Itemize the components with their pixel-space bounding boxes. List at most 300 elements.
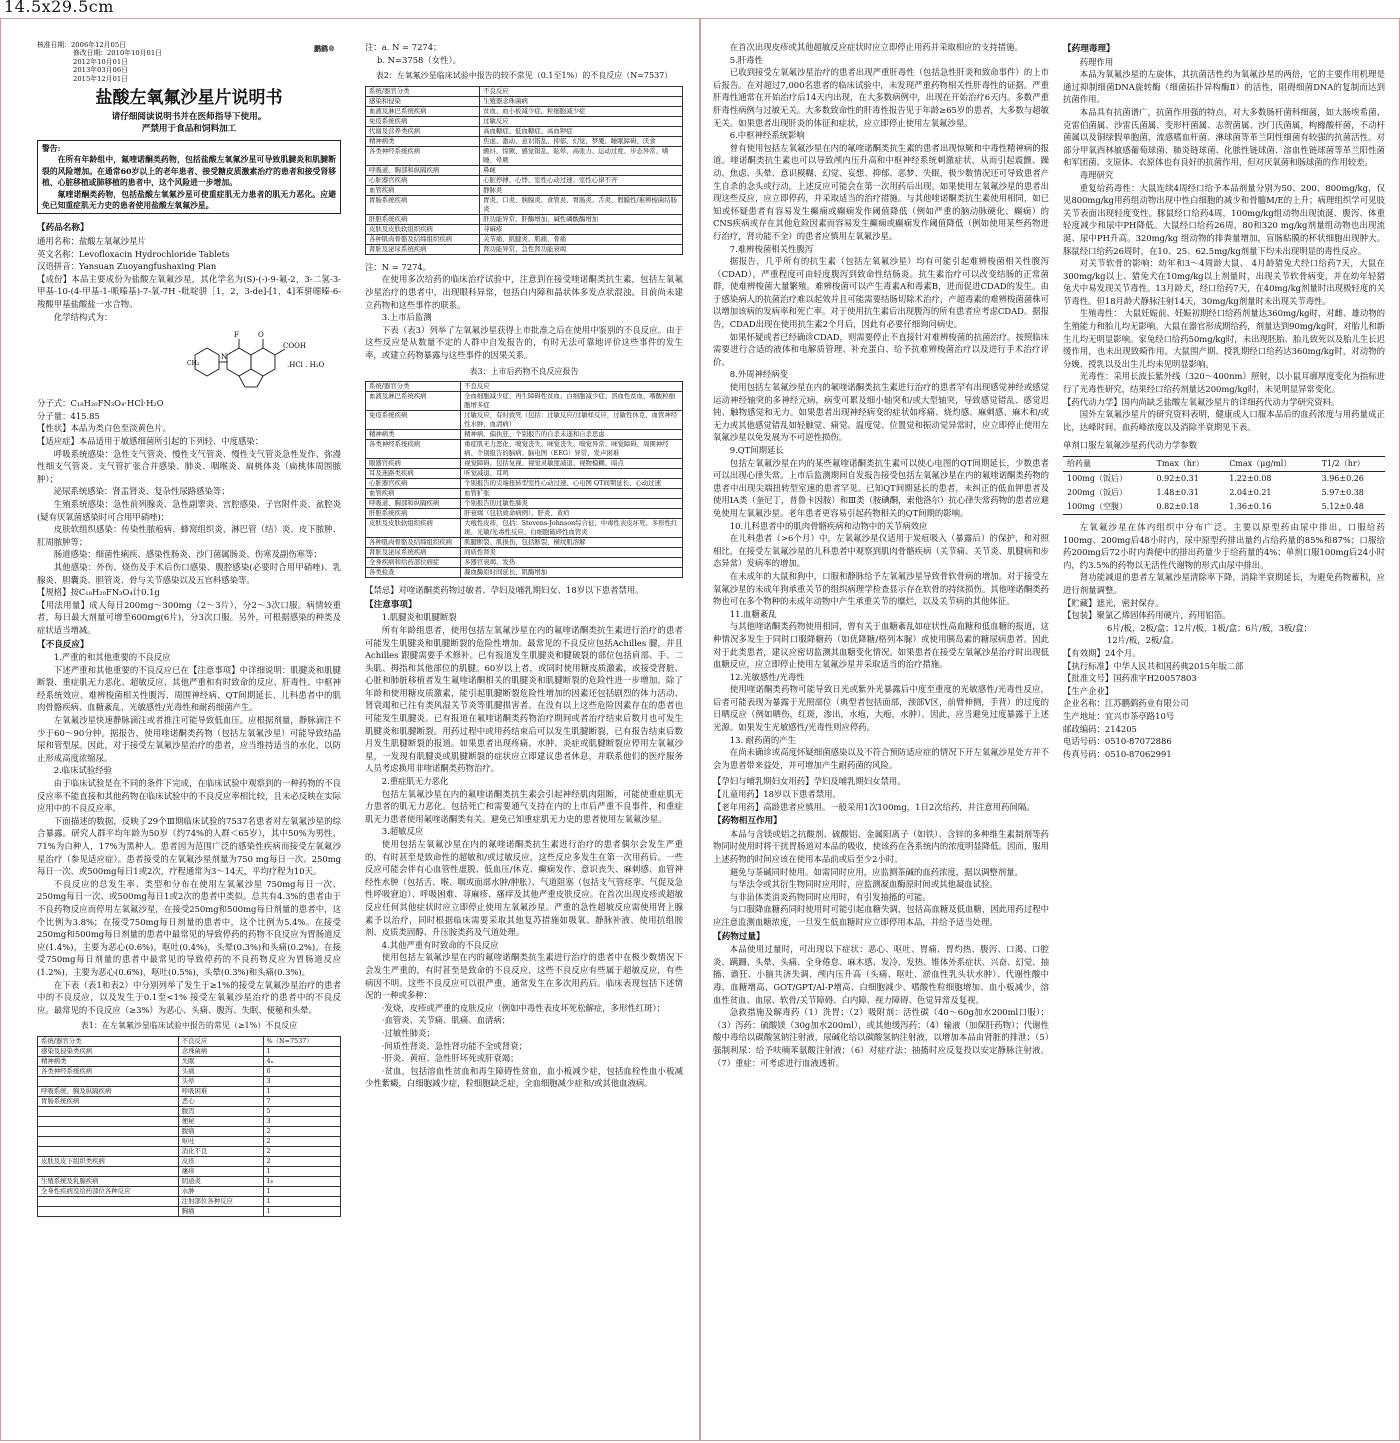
table-cell: 血管扩张 <box>461 489 683 499</box>
table-cell: 免疫系统疾病 <box>366 411 461 430</box>
table-cell: 便秘 <box>178 1116 263 1126</box>
table-cell: 血管疾病 <box>366 489 461 499</box>
table-cell: 2.04±0.21 <box>1229 488 1272 497</box>
indication-item: 呼吸系统感染：急性支气管炎、慢性支气管炎、慢性支气管炎急性发作、弥漫性细支气管炎、支气管扩张合并感染、肺炎、咽喉炎、扁桃体炎（扁桃体周围脓肿）； <box>37 448 341 484</box>
body-paragraph: 如果怀疑或者已经确诊CDAD，则需要停止不直接针对难辨梭菌的抗菌治疗。按照临床需要进行合适的液体和电解质管理、补充蛋白、给予抗难辨梭菌治疗以及进行手术治疗评价。 <box>713 331 1049 367</box>
subsection-title: 药理作用 <box>1079 56 1114 67</box>
table-cell: 大疱性皮疹，包括：Stevens-Johnson综合征、中毒性表皮坏死、多形性红斑、光敏/光毒性反应、白细胞破碎性血管炎 <box>461 519 683 538</box>
phone: 电话号码：0510-87072886 <box>1063 736 1172 747</box>
company-name: 企业名称：江苏鹏鹞药业有限公司 <box>1063 698 1189 709</box>
revision-date: 2015年12月01日 <box>73 74 128 83</box>
subsection-title: 11.血糖紊乱 <box>729 608 777 619</box>
subsection-title: 2.重症肌无力恶化 <box>381 776 449 787</box>
body-paragraph: 据报告，几乎所有的抗生素（包括左氧氟沙星）均有可能引起难辨梭菌相关性腹泻（CDAD），严重程度可由轻度腹泻到致命性结肠炎。抗生素治疗可以改变结肠的正常菌群，使难辨梭菌大量繁殖。难辨梭菌可以产生毒素A和毒素B，进而促进CDAD的发生。由于感染病人的抗菌治疗难以起效并且可能需要结肠切除术治疗，产超毒素的难辨梭菌菌株可以增加该病的发病率和死亡率。对于使用抗生素后出现腹泻的所有患者应考虑CDAD。据报告，CDAD出现在使用抗生素2个月后，因此有必要仔细询问病史。 <box>713 256 1049 330</box>
table-row <box>38 1156 341 1166</box>
indication-item: 肠道感染：细菌性痢疾、感染性肠炎、沙门菌属肠炎、伤寒及副伤寒等； <box>53 549 322 560</box>
table-row <box>1063 472 1385 487</box>
table-cell: 血管疾病 <box>366 185 480 195</box>
table-cell: 血液及淋巴系统疾病 <box>366 106 480 116</box>
table-row <box>366 479 683 489</box>
table-cell: 肾脏及泌尿系统疾病 <box>366 244 480 254</box>
subtitle-instruction: 请仔细阅读说明书并在医师指导下使用。 <box>111 112 267 123</box>
body-paragraph: 国外左氧氟沙星片的研究资料表明，健康成人口服本品后的血药浓度与用药量成正比，达峰时间、血药峰浓度以及消除半衰期见下表。 <box>1063 409 1385 432</box>
table-cell: 血液及淋巴系统疾病 <box>366 392 461 411</box>
table-cell <box>38 1106 179 1116</box>
table-cell: 生殖器念珠菌病 <box>480 96 683 106</box>
table-cell <box>38 1146 179 1156</box>
table-cell: 精神病类 <box>366 136 480 146</box>
body-paragraph: 曾有使用包括左氧氟沙星在内的氟喹诺酮类抗生素的患者出现惊厥和中毒性精神病的报道。喹诺酮类抗生素也可以导致颅内压升高和中枢神经系统刺激症状，从而引起震颤、躁动、焦虑、头晕、意识模糊、幻觉、妄想、抑郁、恶梦、失眠，极少数情况还可导致患者产生自杀的念头或行动。上述反应可能会在第一次用药后出现。如果使用左氧氟沙星的患者出现这些反应，应立即停药，并采取适当的治疗措施。与其他喹诺酮类抗生素使用相同，如已知或怀疑患者有容易发生癫痫或癫痫发作阈值降低（例如严重的脑动脉硬化、癫痫）的CNS疾病或存在其他危险因素而容易发生癫痫或癫痫发作阈值降低（例如使用某些药物进行治疗，肾功能不全）的患者应慎用左氧氟沙星。 <box>713 142 1049 241</box>
table-cell: 失眠 <box>178 1056 263 1066</box>
table-cell: 精神病类 <box>38 1056 179 1066</box>
table-header: 系统/器官分类 <box>366 382 461 392</box>
table-cell: 5 <box>263 1106 340 1116</box>
revision-date: 2013年03月06日 <box>73 66 128 75</box>
table-cell: 头痛 <box>178 1066 263 1076</box>
approval-number: 【批准文号】国药准字H20057803 <box>1063 673 1197 684</box>
table-cell: 各种肌肉骨骼及结缔组织疾病 <box>366 234 480 244</box>
table-row <box>366 392 683 411</box>
table-cell: 个别报告的尖端扭转型室性心动过速、心电图 QT间期延长、心动过速 <box>461 479 683 489</box>
subsection-title: 8.外周神经病变 <box>729 369 789 380</box>
manufacturer-heading: 【生产企业】 <box>1063 685 1114 696</box>
table-cell: 各类神经系统疾病 <box>366 440 461 459</box>
table-header: T1/2（hr） <box>1321 459 1365 468</box>
table-row <box>366 106 683 116</box>
body-paragraph: 在儿科患者（>6个月）中，左氧氟沙星仅适用于炭疽吸入（暴露后）的保护，和对照相比，在接受左氧氟沙星的儿科患者中观察到肌肉骨骼疾病（关节痛、关节炎、肌腱病和步态异常）发病率的增加。 <box>713 533 1049 569</box>
table-row <box>38 1056 341 1066</box>
body-paragraph: 已收到接受左氧氟沙星治疗的患者出现严重肝毒性（包括急性肝炎和致命事件）的上市后报告。在对超过7,000名患者的临床试验中，未发现严重药物相关性肝毒性的证据。严重肝毒性通常在开始治疗后14天内出现，在大多数病例中，出现在开始治疗6天内。多数严重肝毒性病例与过敏无关。大多数致命性的肝毒性报告见于年龄≥65岁的患者，大多数与超敏无关。如果患者出现肝炎的体征和症状，应立即停止使用左氧氟沙星。 <box>713 67 1049 128</box>
pharmacokinetics-heading: 【药代动力学】国内尚缺乏盐酸左氧氟沙星片的详细药代动力学研究资料。 <box>1063 396 1340 407</box>
body-paragraph: 本品具有抗菌谱广，抗菌作用强的特点，对大多数肠杆菌科细菌，如大肠埃希菌、克雷伯菌属、沙雷氏菌属、变形杆菌属、志贺菌属、沙门氏菌属，枸橼酸杆菌，不动杆菌属以及铜绿假单胞菌，流感嗜血杆菌、淋球菌等革兰阴性细菌有较强的抗菌活性。对部分甲氧西林敏感葡萄球菌、肺炎链球菌、化脓性链球菌、溶血性链球菌等革兰阳性菌和军团菌、支原体、衣原体也有良好的抗菌作用，但对厌氧菌和肠球菌的作用较差。 <box>1063 106 1385 168</box>
table-cell <box>38 1076 179 1086</box>
table-cell: 4ₐ <box>263 1056 340 1066</box>
adverse-paragraph: 下面描述的数据，反映了29个Ⅲ期临床试验的7537名患者对左氧氟沙星的综合暴露。研究人群平均年龄为50岁（约74%的人群＜65岁），其中50%为男性，71%为白种人，17%为黑种人。患者因为范围广泛的感染性疾病而接受左氧氟沙星治疗（参见适应症）。患者接受的左氧氟沙星剂量为750 mg每日一次、250mg每日一次、或500mg每日1或2次，疗程通常为3～14天，平均疗程为10天。 <box>37 815 341 877</box>
postal-code: 邮政编码：214205 <box>1063 723 1137 734</box>
table-cell: 瘙痒 <box>178 1166 263 1176</box>
section-heading: 【不良反应】 <box>37 639 89 650</box>
subsection-title: 13. 耐药菌的产生 <box>729 734 797 745</box>
table-cell: 间质性肾炎 <box>461 548 683 558</box>
table-cell: 各类神经系统疾病 <box>38 1066 179 1076</box>
body-paragraph: 对关节软骨的影响：幼年和3～4周龄大鼠、 4月龄猎兔犬经口给药7天，大鼠在300mg/kg以上、猎兔犬在10mg/kg以上剂量时，出现关节软骨病变，并在幼年轻猎兔犬中易发现关节毒性。13月龄犬，经口给药7天，在40mg/kg剂量时出现极轻度的关节毒性。但18月龄犬静脉注射14天，30mg/kg剂量时未出现关节毒性。 <box>1063 258 1385 306</box>
table-cell: 肝衰竭（包括致命病例）、肝炎、黄疸 <box>461 509 683 519</box>
section-heading: 【药物相互作用】 <box>713 816 782 827</box>
table-cell: 鼻衄 <box>480 165 683 175</box>
table-cell: 1 <box>263 1046 340 1056</box>
table2-caption: 表2：左氧氟沙星临床试验中报告的较不常见（0.1至1%）的不良反应（N=7537） <box>375 71 673 81</box>
table-cell: 凝血酶原时间延长、肌酶增加 <box>461 568 683 578</box>
table-header: 不良反应 <box>480 86 683 96</box>
table-cell: 0.92±0.31 <box>1156 474 1199 483</box>
subsection-title: 7.难辨梭菌相关性腹泻 <box>729 243 814 254</box>
leaflet-left-panel <box>0 18 700 1441</box>
table-cell: 皮肤及皮下组织类疾病 <box>38 1156 179 1166</box>
contraindications: 【禁忌】对喹诺酮类药物过敏者、孕妇及哺乳期妇女、18岁以下患者禁用。 <box>365 585 644 596</box>
body-paragraph: 重复给药毒性：大鼠连续4周经口给予本品剂量分别为50、200、800mg/kg，仅见800mg/kg用药组动物出现中性白细胞的减少和骨髓M/E的上升；病理组织学可见肢关节表面出现轻度变性。豚鼠经口给药4周，100mg/kg组动物出现流涎、腹泻、体重轻度减少和尿中PH降低。大鼠经口给药26周，80和320 mg/kg剂量组动物也出现流涎、尿中PH升高。320mg/kg 组动物的排粪量增加，盲肠粘膜的杯状细胞出现肿大。豚鼠经口给药26周时，在10、25、62.5mg/kg剂量下均未出现明显的毒性反应。 <box>1063 182 1385 256</box>
table-cell <box>38 1206 179 1216</box>
table-note: 注：a. N = 7274； <box>365 42 442 52</box>
table-row <box>38 1146 341 1156</box>
table-cell: 胃炎、口炎、胰腺炎、食管炎、胃肠炎、舌炎、假膜性/难辨梭菌结肠炎 <box>480 195 683 214</box>
table-cell: 腹痛 <box>178 1126 263 1136</box>
table-row <box>366 568 683 578</box>
body-paragraph: 所有年龄组患者，使用包括左氧氟沙星在内的氟喹诺酮类抗生素进行治疗的患者可能发生肌腱炎和肌腱断裂的危险性增加。最常见的不良反应包括Achilles 腱，并且Achilles 跟腱需要手术修补。已有报道发生肌腱炎和腱破裂的部位包括肩部、手、二头肌、拇指和其他部位的肌腱。60岁以上者，或同时使用糖皮质激素，或接受肾脏、心脏和肺脏移植者发生氟喹诺酮相关的肌腱炎和肌腱断裂的危险性进一步增加。除了年龄和使用糖皮质激素，能引起肌腱断裂危险性增加的因素还包括剧烈的体力活动、肾衰竭和已往有类风湿关节炎等肌腱损害者。在没有以上这些危险因素存在的患者也可能发生肌腱炎。已有报道在氟喹诺酮类药物治疗期间或者治疗结束后数月也可发生肌腱炎和肌腱断裂。用药过程中或用药结束后可以发生肌腱断裂，已有报告结束后数月发生肌腱断裂的报道。如果患者出现疼痛、水肿、炎症或肌腱断裂应停用左氧氟沙星，一发现有肌腱炎或肌腱断裂的症状应立即建议患者休息，并联系他们的医疗服务人员考虑换用非喹诺酮类药物治疗。 <box>365 624 683 774</box>
adverse-paragraph: 在下表（表1和表2）中分别列举了发生于≥1%的接受左氧氟沙星治疗的患者中的不良反应，以及发生于0.1至<1% 接受左氧氟沙星治疗的患者中的不良反应。最常见的不良反应（≥3%）为恶心、头痛、腹泻、失眠、便秘和头晕。 <box>37 979 341 1015</box>
table-row <box>366 195 683 214</box>
composition: 【成份】本品主要成份为盐酸左氧氟沙星，其化学名为(S)-(-)-9-氟-2，3-二氢-3-甲基-10-(4-甲基-1-哌嗪基)-7-氧-7H -吡啶骈［1，2，3-de]-[1，4]苯骈噁嗪-6-羧酸甲基盐酸盐一水合物。 <box>37 273 341 310</box>
body-paragraph: 包括左氧氟沙星在内的某些氟喹诺酮类抗生素可以使心电图的QT间期延长，少数患者可以出现心律失常。上市后监测期间自发报告接受包括左氧氟沙星在内的氟喹诺酮类药物的患者中出现尖端扭转型室速的患者罕见。已知QT间期延长的患者，未纠正的低血钾患者及使用IA类（奎尼丁，普鲁卡因胺）和Ⅲ类（胺碘酮，索他洛尔）抗心律失常药物的患者应避免使用左氧氟沙星。老年患者更容易引起药物相关的QT间期的影响。 <box>713 457 1049 518</box>
table-cell: 消化不良 <box>178 1146 263 1156</box>
table-row <box>366 548 683 558</box>
table-row <box>366 519 683 538</box>
table-cell: 头晕 <box>178 1076 263 1086</box>
pk-table-caption: 单剂口服左氧氟沙星药代动力学参数 <box>1063 440 1197 451</box>
table-cell: 2 <box>263 1156 340 1166</box>
body-paragraph: 在尚未确诊或高度怀疑细菌感染以及不符合预防适应症的情况下开左氧氟沙星处方并不会为患者带来益处，并可增加产生耐药菌的风险。 <box>713 747 1049 770</box>
list-item: ·发烧，皮疹或严重的皮肤反应（例如中毒性表皮坏死松解症，多形性红斑）； <box>381 1002 666 1013</box>
column-4 <box>1063 41 1385 1436</box>
table-header: Cmax（μg/ml） <box>1229 459 1292 468</box>
table-cell: 2 <box>263 1136 340 1146</box>
indications-heading: 【适应症】本品适用于敏感细菌所引起的下列轻、中度感染： <box>37 436 264 446</box>
table-cell: 过敏反应，有时致死（包括：过敏反应/过敏样反应，过敏性休克、血管神经性水肿、血清病） <box>461 411 683 430</box>
body-paragraph: 本品使用过量时，可出现以下症状：恶心、呕吐、胃痛、胃灼热、腹泻、口渴、口腔炎、蹒跚、头晕、头痛、全身倦怠、麻木感、发冷、发热、锥体外系症状、兴奋、幻觉、抽搐、谵狂、小脑共济失调、颅内压升高（头痛、呕吐、淤血性乳头状水肿）、代谢性酸中毒、血糖增高、GOT/GPT/Al-P增高、白细胞减少、嗜酸性粒细胞增加、血小板减少，溶血性贫血、血尿、软骨/关节障碍、白内障、视力障碍、色觉异常及复视。 <box>713 944 1049 1005</box>
subsection-title: 4.其他严重有时致命的不良反应 <box>381 939 499 950</box>
molecular-weight: 分子量：415.85 <box>37 410 100 421</box>
table-cell: 精神病、偏执狂、个别报告的自杀未遂和自杀思虑 <box>461 430 683 440</box>
character: 【性状】本品为类白色至淡黄色片。 <box>37 423 171 434</box>
table-row <box>38 1136 341 1146</box>
section-heading: 【药理毒理】 <box>1063 44 1115 54</box>
table-row <box>366 234 683 244</box>
usage-dosage: 【用法用量】成人每日200mg～300mg（2～3片），分2～3次口服。病情较重者，每日最大剂量可增至600mg(6片)，分3次口服。另外，可根据感染的种类及症状适当增减。 <box>37 599 341 635</box>
table-row <box>366 558 683 568</box>
document-title: 盐酸左氧氟沙星片说明书 <box>95 88 283 109</box>
table-row <box>366 116 683 126</box>
body-paragraph: 避免与茶碱同时使用。如需同时应用，应监测茶碱的血药浓度，据以调整剂量。 <box>729 866 1023 877</box>
table-cell: 眼器官疾病 <box>366 459 461 469</box>
table-row <box>38 1086 341 1096</box>
table-cell: 颤抖、惊厥、感觉错乱、眩晕、高张力、运动过度、步态异常、嗜睡、晕厥 <box>480 146 683 165</box>
adverse-paragraph: 不良反应的总发生率、类型和分布在使用左氧氟沙星 750mg每日一次、250mg每日一次、或500mg每日1或2次的患者中类似。总共有4.3%的患者由于不良药物反应而停用左氧氟沙星，在接受250mg和500mg每日剂量的患者中，这个比例为3.8%；在接受750mg每日剂量的患者中，这个比例为5.4%。在接受250mg和500mg每日剂量的患者中最常见的导致停药的药物不良反应为胃肠道反应(1.4%)，主要为恶心(0.6%)，呕吐(0.4%)，头晕(0.3%)和头痛(0.2%)。在接受750mg每日剂量的患者中最常见的导致停药的不良药物反应为胃肠道反应(1.2%)，主要为恶心(0.6%)，呕吐(0.5%)，头晕(0.3%)和头痛(0.3%)。 <box>37 878 341 977</box>
table-cell: 注射部位各种反应 <box>178 1196 263 1206</box>
storage: 【贮藏】遮光，密封保存。 <box>1063 597 1164 608</box>
warning-box <box>37 140 341 214</box>
print-size-label: 14.5x29.5cm <box>4 0 114 16</box>
table-cell: 胃肠系统疾病 <box>366 195 480 214</box>
table-header: 系统/器官分类 <box>366 86 480 96</box>
table-cell: 2 <box>263 1126 340 1136</box>
table-cell: 1.22±0.08 <box>1229 474 1272 483</box>
table-cell: 全身疾病和给药部位病症 <box>366 558 461 568</box>
adverse-paragraph: 左氧氟沙星快速静脉滴注或者推注可能导致低血压。应根据剂量，静脉滴注不少于60～90分钟。据报告，使用喹诺酮类药物（包括左氧氟沙星）可能导致结晶尿和管型尿。因此，对于接受左氧氟沙星治疗的患者，应当维持适当的水化，以防止形成高度浓缩尿。 <box>37 715 341 763</box>
revision-dates <box>37 41 341 83</box>
table-cell: 3 <box>263 1116 340 1126</box>
table-header: 不良反应 <box>461 382 683 392</box>
body-paragraph: 使用包括左氧氟沙星在内的氟喹诺酮类抗生素进行治疗的患者中在极少数情况下会发生严重的，有时甚至是致命的不良反应，这些不良反应有些属于超敏反应，有些病因不明。这些不良反应可以很严重，通常发生在多次用药后。临床表现包括下述情况的一种或多种： <box>365 952 683 1001</box>
table-row <box>1063 500 1385 515</box>
table-cell: 1 <box>263 1206 340 1216</box>
section-heading: 【药物过量】 <box>713 931 765 942</box>
chemical-structure <box>187 325 337 395</box>
subsection-title: 3.上市后监测 <box>381 312 432 323</box>
table-row <box>38 1096 341 1106</box>
salt-suffix: .HCl . H₂O <box>287 361 325 370</box>
table-row <box>38 1106 341 1116</box>
table2-body <box>366 96 683 254</box>
table-row <box>366 469 683 479</box>
table-note: 注：N = 7274。 <box>365 261 432 272</box>
table-cell: 腹泻 <box>178 1106 263 1116</box>
validity: 【有效期】24个月。 <box>1063 647 1141 658</box>
table1 <box>37 1036 341 1217</box>
table-row <box>366 430 683 440</box>
body-paragraph: 与非甾体类消炎药物同时应用时，有引发抽搐的可能。 <box>729 891 931 902</box>
table-row <box>38 1176 341 1186</box>
table-cell: 荨麻疹 <box>480 224 683 234</box>
table-cell: 肌腱断裂、肌损伤、包括断裂、横纹肌溶解 <box>461 538 683 548</box>
standard: 【执行标准】中华人民共和国药典2015年版二部 <box>1063 660 1244 671</box>
table-cell <box>38 1166 179 1176</box>
table-row <box>38 1196 341 1206</box>
table-row <box>366 96 683 106</box>
table-cell: 6 <box>263 1066 340 1076</box>
table-cell: 7 <box>263 1096 340 1106</box>
methyl-group: CH₃ <box>187 360 200 368</box>
body-paragraph: 在使用多次给药的临床治疗试验中，注意到在接受喹诺酮类抗生素，包括左氧氟沙星治疗的患者中，出现眼科异常，包括白内障和晶状体多发点状混浊。目前尚未建立药物和这些事件的联系。 <box>365 274 683 310</box>
table-cell: 重症肌无力恶化、嗅觉丧失、味觉丧失、嗅觉异常、味觉障碍、周围神经病、个别报告的脑病、脑电图（EEG）异常、发声困难 <box>461 440 683 459</box>
column-3 <box>713 41 1049 1436</box>
revision-date: 2012年10月01日 <box>73 57 128 66</box>
table-cell: 免疫系统疾病 <box>366 116 480 126</box>
table-cell: 肝胆系统疾病 <box>366 214 480 224</box>
english-name: 英文名称：Levofloxacin Hydrochloride Tablets <box>37 248 230 259</box>
table3-body <box>366 392 683 578</box>
table-cell: 呼吸道、胸部和纵隔疾病 <box>366 165 480 175</box>
table1-body <box>38 1046 341 1216</box>
leaflet-right-panel <box>700 18 1400 1441</box>
table-cell: 皮疹 <box>178 1156 263 1166</box>
body-paragraph: 包括左氧氟沙星在内的氟喹诺酮类抗生素会引起神经肌肉阻断，可能使重症肌无力患者的肌无力恶化。包括死亡和需要通气支持在内的上市后严重不良事件，和重症肌无力患者使用氟喹诺酮类有关。避免已知重症肌无力史的患者使用左氧氟沙星。 <box>365 788 683 824</box>
table-cell: 肾功能异常、急性肾功能衰竭 <box>480 244 683 254</box>
body-paragraph: 使用包括左氧氟沙星在内的氟喹诺酮类抗生素进行治疗的患者罕有出现感觉神经或感觉运动神经轴突的多神经元病，病变可累及细小轴突和/或大型轴突，导致感觉错乱、感觉迟钝、触物感觉和无力。如果患者出现神经病变的症状如疼痛、烧灼感、麻刺感、麻木和/或无力或其他感觉错乱如轻触觉、痛觉、温度觉、位置觉和振动觉异常时，应立即停止使用左氧氟沙星以免发展为不可逆性损伤。 <box>713 382 1049 443</box>
table-cell: 1.48±0.31 <box>1156 488 1199 497</box>
brand-logo: 鹏鹞® <box>314 44 335 53</box>
pediatric-use: 【儿童用药】18岁以下患者禁用。 <box>713 789 841 800</box>
subsection-title: 5.肝毒性 <box>729 54 763 65</box>
table-cell: 贫血、血小板减少症、粒细胞减少症 <box>480 106 683 116</box>
table-cell: 各种肌肉骨骼及结缔组织疾病 <box>366 538 461 548</box>
table-cell: 阴道炎 <box>178 1176 263 1186</box>
molecular-formula: 分子式：C₁₈H₂₀FN₃O₄·HCl·H₂O <box>37 398 164 409</box>
revision-date: 核准日期：2006年12月05日 <box>37 41 126 49</box>
table1-caption: 表1：在左氧氟沙星临床试验中报告的常见（≥1%）不良反应 <box>80 1021 298 1031</box>
table-row <box>366 499 683 509</box>
table-row <box>366 459 683 469</box>
table-cell: 皮肤及皮肤软组织疾病 <box>366 224 480 234</box>
table-cell: 1.36±0.16 <box>1229 502 1272 511</box>
indication-item: 泌尿系统感染：肾盂肾炎、复杂性尿路感染等； <box>53 486 230 497</box>
pinyin-name: 汉语拼音：Yansuan Zuoyangfushaxing Pian <box>37 261 217 272</box>
table-row <box>1063 486 1385 500</box>
table-cell: 代谢及营养类疾病 <box>366 126 480 136</box>
indication-item: 生殖系统感染：急性前列腺炎、急性副睾炎、宫腔感染、子宫附件炎、盆腔炎(疑有厌氧菌感染时可合用甲硝唑)； <box>37 498 341 522</box>
address: 生产地址：宜兴市茶亭路10号 <box>1063 710 1175 721</box>
table-cell: 各类检查 <box>366 568 461 578</box>
table-row <box>366 440 683 459</box>
pk-table <box>1063 456 1385 515</box>
atom-o: O <box>258 331 264 340</box>
list-item: ·间质性肾炎、急性肾功能不全或肾衰； <box>381 1040 527 1051</box>
subsection-title: 2.临床试验经验 <box>53 765 113 776</box>
table-cell: 水肿 <box>178 1186 263 1196</box>
section-heading: 【药品名称】 <box>37 223 89 234</box>
table-cell: 静脉炎 <box>480 185 683 195</box>
table-cell: 全身性疾病及给药部位各种反应 <box>38 1186 179 1196</box>
body-paragraph: 左氧氟沙星在体内组织中分布广泛。主要以原型药由尿中排出，口服给药100mg、200mg后48小时内，尿中原型药排出量约占给药量的85%和87%；口服给药200mg后72小时内粪便中的排出药量少于给药量的4%；单剂口服100mg后24小时内，约3.5%的药物以无活性代谢物的形式由尿中排出。 <box>1063 522 1385 570</box>
table-cell: 3.96±0.26 <box>1321 474 1364 483</box>
table3-caption: 表3：上市后药物不良反应报告 <box>469 366 579 376</box>
specification: 【规格】按C₁₈H₂₀FN₃O₄计0.1g <box>37 587 160 598</box>
body-paragraph: 使用包括左氧氟沙星在内的氟喹诺酮类抗生素进行治疗的患者偶尔会发生严重的，有时甚至是致命性的超敏和/或过敏反应，这些反应多发生在第一次用药后。一些反应可能会伴有心血管性虚脱、低血压/休克、癫痫发作、意识丧失、麻刺感、血管神经性水肿（包括舌、喉、咽或面部水肿/肿胀）、气道阻塞（包括支气管痉挛、气促及急性呼吸窘迫）、呼吸困难、荨麻疹、瘙痒及其他严重皮肤反应。在首次出现皮疹或超敏反应任何其他症状时应立即停止使用左氧氟沙星。严重的急性超敏反应需使用肾上腺素予以治疗，同时根据临床需要采取其他复苏措施如吸氧、静脉补液、使用抗组胺剂、皮质类固醇、升压胺类药及气道处理。 <box>365 839 683 938</box>
atom-n: N <box>221 353 228 362</box>
table-cell: 焦虑、激动、意识错乱、抑郁、幻觉、梦魇、睡眠障碍、厌食 <box>480 136 683 146</box>
table-cell: 100mg（空腹） <box>1067 502 1127 511</box>
table-header: 给药量 <box>1067 459 1091 468</box>
body-paragraph: 生殖毒性： 大鼠妊娠前、妊娠初期经口给药剂量达360mg/kg时，对雌、雄动物的生殖能力和胎儿均无影响。大鼠在器官形成期给药，剂量达到90mg/kg时，对胎儿和新生儿均无明显影响。家兔经口给药50mg/kg时，未出现胚胎、胎儿致死以及胎儿生长迟缓作用，也未出现致畸作用。大鼠围产期、授乳期经口给药达360mg/kg时，对动物的分娩、授乳以及出生儿均未见明显影响。 <box>1063 308 1385 369</box>
table-cell <box>38 1116 179 1126</box>
table-row <box>38 1206 341 1216</box>
table-cell: 精神病类 <box>366 430 461 440</box>
list-item: ·过敏性肺炎； <box>381 1027 435 1038</box>
table-cell: 高血糖症、低血糖症、高血钾症 <box>480 126 683 136</box>
table-cell <box>38 1126 179 1136</box>
table3 <box>365 381 683 578</box>
subsection-title: 1.严重的和其他重要的不良反应 <box>53 652 171 663</box>
body-paragraph: 急救措施及解毒药（1）洗胃；（2）吸附剂：活性碳（40～60g加水200ml口服）；（3）泻药：硫酸镁（30g加水200ml），或其他缓泻药；（4）输液（加保肝药物）；代谢性酸中毒给以碳酸氢钠注射液，尿碱化给以碳酸氢钠注射液，以增加本品由肾脏的排泄；（5）强制利尿：给予呋喃苯氨酸注射液；（6）对症疗法：抽搐时应反复投以安定静脉注射液。（7）重症：可考虑进行血液透析。 <box>713 1007 1049 1068</box>
table-row <box>366 214 683 224</box>
table-cell: 呼吸系统、胸及纵隔疾病 <box>38 1086 179 1096</box>
table-cell: 肝功能异常、肝酶增加、碱性磷酸酶增加 <box>480 214 683 224</box>
table-cell: 全血细胞减少症、再生障碍性贫血、白细胞减少症、溶血性贫血、嗜酸粒细胞增多症 <box>461 392 683 411</box>
table-cell: 关节痛、肌腱炎、肌痛、骨痛 <box>480 234 683 244</box>
table-row <box>38 1066 341 1076</box>
fax: 传真号码：0510-87062991 <box>1063 748 1172 759</box>
list-item: ·贫血，包括溶血性贫血和再生障碍性贫血，血小板减少症，包括血栓性血小板减少性紫癜，白细胞减少症，粒细胞缺乏症，全血细胞减少症和/或其他血液病。 <box>365 1065 683 1089</box>
table-cell: 5.97±0.38 <box>1321 488 1364 497</box>
table2 <box>365 86 683 255</box>
table-row <box>366 136 683 146</box>
table-cell: 1 <box>263 1196 340 1206</box>
table-cell: 生殖系统及乳腺疾病 <box>38 1176 179 1186</box>
table-cell: 200mg（饭后） <box>1067 488 1127 497</box>
table-cell: 个别报告的过敏性肺炎 <box>461 499 683 509</box>
table-cell: 恶心 <box>178 1096 263 1106</box>
adverse-paragraph: 由于临床试验是在不同的条件下完成，在临床试验中观察到的一种药物的不良反应率不能直接和其他药物在临床试验中的不良反应率相比较，且未必反映在实际应用中的不良反应率。 <box>37 778 341 814</box>
atom-f: F <box>234 331 239 340</box>
body-paragraph: 在首次出现皮疹或其他超敏反应症状时应立即停止用药并采取相应的支持措施。 <box>729 42 1023 52</box>
table-cell: 呕吐 <box>178 1136 263 1146</box>
body-paragraph: 与华法令或其衍生物同时应用时，应监测凝血酶原时间或其他凝血试验。 <box>729 879 998 890</box>
package-spec: 12片/板，2板/盒。 <box>1107 635 1179 646</box>
table-header: %（N=7537） <box>263 1036 340 1046</box>
generic-name: 通用名称：盐酸左氧氟沙星片 <box>37 236 146 247</box>
table-row <box>366 185 683 195</box>
body-paragraph: 与口服降血糖药同时使用时可能引起血糖失调，包括高血糖及低血糖，因此用药过程中应注意监测血糖浓度，一旦发生低血糖时应立即停用本品，并给予适当处理。 <box>713 904 1049 927</box>
table-cell <box>38 1136 179 1146</box>
table-row <box>366 411 683 430</box>
package: 【包装】聚氯乙烯固体药用硬片，药用铝箔。 <box>1063 610 1231 621</box>
subsection-title: 12.光敏感性/光毒性 <box>729 671 805 682</box>
table-cell: 5.12±0.48 <box>1321 502 1364 511</box>
table-row <box>38 1046 341 1056</box>
table-cell: 各类神经系统疾病 <box>366 146 480 165</box>
table-cell: 呼吸道、胸部和纵隔疾病 <box>366 499 461 509</box>
table-cell: 心脏停搏、心悸、室性心动过速、室性心律不齐 <box>480 175 683 185</box>
subsection-title: 毒理研究 <box>1079 169 1114 180</box>
table-header: 不良反应 <box>178 1036 263 1046</box>
subsection-title: 3.超敏反应 <box>381 826 424 837</box>
subsection-title: 6.中枢神经系统影响 <box>729 130 805 141</box>
table-cell: 感染和侵染 <box>366 96 480 106</box>
subsection-title: 10.儿科患者中的肌肉骨骼疾病和动物中的关节病效应 <box>729 520 928 531</box>
indication-item: 皮肤软组织感染：传染性脓疱病、蜂窝组织炎、淋巴管（结）炎、皮下脓肿、肛周脓肿等； <box>37 524 341 547</box>
table-cell: 念珠菌病 <box>178 1046 263 1056</box>
table-cell: 0.82±0.18 <box>1156 502 1199 511</box>
adverse-paragraph: 下述严重和其他重要的不良反应已在【注意事项】中详细说明：肌腱炎和肌腱断裂、重症肌无力恶化、超敏反应、其他严重和有时致命的反应、肝毒性、中枢神经系统效应、难辨梭菌相关性腹泻、周围神经病、QT间期延长、儿科患者中的肌肉骨骼疾病、血糖紊乱、光敏感性/光毒性和耐药细菌产生。 <box>37 664 341 713</box>
table-cell: 感染及侵染类疾病 <box>38 1046 179 1056</box>
table-cell: 1 <box>263 1186 340 1196</box>
column-2 <box>365 41 683 1436</box>
subsection-title: 1.肌腱炎和肌腱断裂 <box>381 612 457 623</box>
table-cell: 胸痛 <box>178 1206 263 1216</box>
table-row <box>38 1076 341 1086</box>
table-row <box>366 538 683 548</box>
structure-label: 化学结构式为： <box>53 311 113 322</box>
subsection-title: 9.QT间期延长 <box>729 445 784 455</box>
table-cell: 2 <box>263 1146 340 1156</box>
table-cell: 过敏反应 <box>480 116 683 126</box>
table-row <box>366 509 683 519</box>
table-cell: 听觉减退、耳鸣 <box>461 469 683 479</box>
table-row <box>366 244 683 254</box>
structure-diagram <box>187 325 337 395</box>
table-cell: 100mg（饭后） <box>1067 474 1127 483</box>
pregnancy: 【孕妇与哺乳期妇女用药】孕妇及哺乳期妇女禁用。 <box>713 776 906 787</box>
geriatric-use: 【老年用药】高龄患者应慎用。一般采用1次100mg，1日2次给药，并注意用药间隔。 <box>713 801 1035 812</box>
warning-paragraph: 氟喹诺酮类药物，包括盐酸左氧氟沙星可使重症肌无力患者的肌无力恶化。应避免已知重症肌无力史的患者使用盐酸左氧氟沙星。 <box>42 189 336 211</box>
table-cell: 胃肠系统疾病 <box>38 1096 179 1106</box>
indication-item: 其他感染：外伤、烧伤及手术后伤口感染、腹腔感染(必要时合用甲硝唑)、乳腺炎、胆囊炎、胆管炎、骨与关节感染以及五官科感染等。 <box>37 561 341 585</box>
package-spec: 6片/板，2板/盒；12片/板，1板/盒；6片/板，3板/盒； <box>1107 622 1312 633</box>
table-row <box>366 175 683 185</box>
table-row <box>366 224 683 234</box>
group-cooh: COOH <box>283 342 306 351</box>
warning-paragraph: 在所有年龄组中，氟喹诺酮类药物，包括盐酸左氧氟沙星可导致肌腱炎和肌腱断裂的风险增加。在通常60岁以上的老年患者、接受糖皮质激素治疗的患者和接受肾移植、心脏移植或肺移植的患者中，这个风险进一步增加。 <box>42 155 336 188</box>
table-cell: 心脏器官疾病 <box>366 175 480 185</box>
body-paragraph: 在未成年的大鼠和狗中，口服和静脉给予左氧氟沙星导致骨软骨病的增加。对于接受左氧氟沙星的未成年狗承重关节的组织病理学检查显示存在软骨的持续损伤。其他喹诺酮类药物也可在多个物种的未成年动物中产生承重关节的糜烂，以及关节病的其他体征。 <box>713 570 1049 607</box>
table-note: b. N=3758（女性）。 <box>377 54 462 65</box>
table-row <box>38 1186 341 1196</box>
table-cell: 1 <box>263 1086 340 1096</box>
table-cell: 呼吸困难 <box>178 1086 263 1096</box>
table-cell: 1ᵦ <box>263 1176 340 1186</box>
table-cell: 1 <box>263 1166 340 1176</box>
body-paragraph: 本品与含镁或铝之抗酸剂、硫酸铝、金属阳离子（如铁）、含锌的多种维生素制剂等药物同时使用时将干扰胃肠道对本品的吸收，使该药在各系统内的浓度明显降低。因而，服用上述药物的时间应该在使用本品前或后至少2小时。 <box>713 828 1049 864</box>
table-cell: 多器官衰竭、发热 <box>461 558 683 568</box>
body-paragraph: 肾功能减退的患者左氧氟沙星清除率下降，消除半衰期延长，为避免药物蓄积，应进行剂量调整。 <box>1063 572 1385 595</box>
